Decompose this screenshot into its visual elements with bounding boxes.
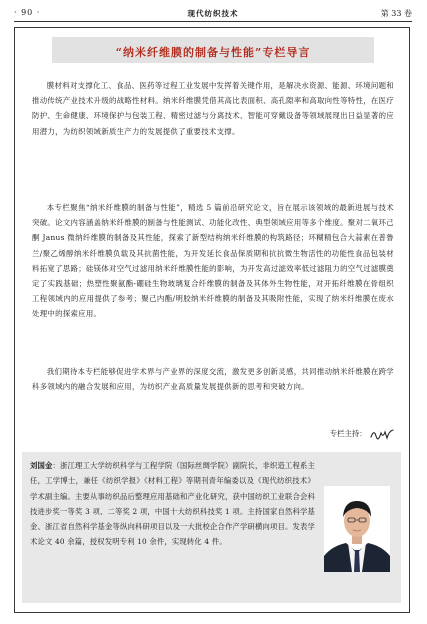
header-rule: [14, 21, 412, 22]
portrait-image: [324, 486, 390, 572]
author-bio: [30, 458, 315, 550]
volume-label: 第 33 卷: [380, 9, 412, 18]
intro-paragraph-1: 膜材料对支撑化工、食品、医药等过程工业发展中发挥着关键作用，是解决水资源、能源、环境问题和推动传统产业技术升级的战略性材料。纳米纤维膜凭借其高比表面积、高孔隙率和高取向性等特性，在医疗防护、生命健康、环境保护与包装工程、精密过滤与分离技术、智能可穿戴设备等领域展现出日益显著的应用潜力，为纺织领域新质生产力的发展提供了重要技术支撑。: [32, 81, 394, 136]
journal-name: 现代纺织技术: [187, 9, 239, 18]
author-bio-text: ：浙江理工大学纺织科学与工程学院（国际丝绸学院）副院长，非织造工程系主任，工学博士，兼任《纺织学报》《材料工程》等期刊青年编委以及《现代纺织技术》学术副主编。主要从事纺织品后整理应用基础和产业化研究，获中国纺织工业联合会科技进步奖一等奖 3 项、二等奖 2 项，中国十大纺织科技奖 1 项。主持国家自然科学基金、浙江省自然科学基金等纵向科研项目以及一大批校企合作产学研横向项目。发表学术论文 40 余篇，授权发明专利 10 余件，实现转化 4 件。: [30, 461, 315, 547]
signature-label: 专栏主持：: [329, 429, 367, 438]
author-name: 刘国金: [30, 461, 53, 470]
author-photo: [324, 486, 390, 572]
article-title: “纳米纤维膜的制备与性能”专栏导言: [115, 46, 311, 59]
column-host-signature: [330, 427, 395, 441]
page-header: [14, 6, 412, 20]
intro-paragraph-3: 我们期待本专栏能够促进学术界与产业界的深度交流，激发更多创新灵感，共同推动纳米纤维膜在跨学科多领域内的融合发展和应用，为纺织产业高质量发展提供新的思考和突破方向。: [32, 367, 394, 392]
handwritten-signature: [369, 427, 395, 441]
intro-paragraph-2: 本专栏聚焦“纳米纤维膜的制备与性能”，精选 5 篇前沿研究论文，旨在展示该领域的最新进展与技术突破。论文内容涵盖纳米纤维膜的制备与性能测试、功能化改性、典型领域应用等多个维度。聚对二氧环己酮 Janus 微纳纤维膜的制备及其性能，探索了新型结构纳米纤维膜的构筑路径；环糊精包合大蒜素在普鲁兰/聚乙烯醇纳米纤维膜负载及其抗菌性能，为开发延长食品保质期和抗抗微生物活性的功能性食品包装材料拓宽了思路；硅镁体对空气过滤用纳米纤维膜性能的影响，为开发高过滤效率低过滤阻力的空气过滤膜奠定了实践基础；热塑性聚氨酯-硼硅生物玻璃复合纤维膜的制备及其体外生物性能，对开拓纤维膜在骨组织工程领域内的应用提供了参考；聚己内酯/明胶纳米纤维膜的制备及其吸附性能，实现了纳米纤维膜在废水处理中的探索应用。: [32, 203, 394, 319]
page-number: · 90 ·: [14, 8, 41, 17]
